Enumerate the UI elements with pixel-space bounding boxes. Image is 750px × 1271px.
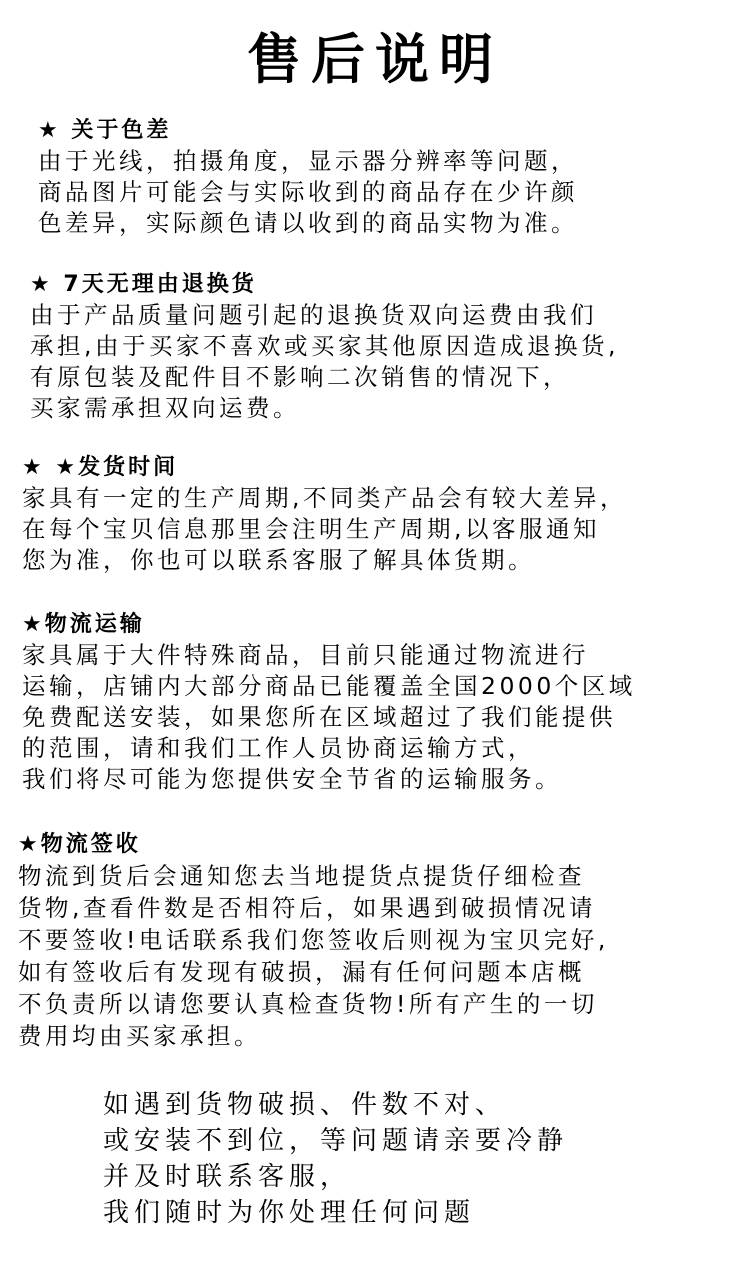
section-text-line: 在每个宝贝信息那里会注明生产周期,以客服通知 bbox=[22, 515, 600, 543]
section-text-line: 商品图片可能会与实际收到的商品存在少许颜 bbox=[38, 178, 578, 206]
section-text-line: 家具属于大件特殊商品，目前只能通过物流进行 bbox=[22, 641, 589, 669]
section-text-line: 由于光线，拍摄角度，显示器分辨率等问题， bbox=[38, 147, 578, 175]
section-heading: ★ ★发货时间 bbox=[22, 455, 179, 480]
section-text-line: 承担,由于买家不喜欢或买家其他原因造成退换货, bbox=[30, 332, 619, 360]
section-text-line: 免费配送安装，如果您所在区域超过了我们能提供 bbox=[22, 703, 616, 731]
closing-line: 我们随时为你处理任何问题 bbox=[103, 1198, 476, 1228]
section-shipping-time bbox=[22, 453, 627, 576]
section-text-line: 不要签收!电话联系我们您签收后则视为宝贝完好, bbox=[18, 926, 609, 954]
section-color-difference bbox=[38, 116, 578, 239]
section-text-line: 家具有一定的生产周期,不同类产品会有较大差异， bbox=[22, 484, 627, 512]
section-text-line: 有原包装及配件目不影响二次销售的情况下， bbox=[30, 363, 570, 391]
section-text-line: 买家需承担双向运费。 bbox=[30, 394, 300, 422]
section-logistics-transport bbox=[22, 610, 636, 795]
closing-line: 并及时联系客服， bbox=[103, 1162, 352, 1192]
section-text-line: 货物,查看件数是否相符后，如果遇到破损情况请 bbox=[18, 894, 596, 922]
section-seven-day-return bbox=[30, 270, 619, 424]
section-delivery-signing bbox=[18, 830, 609, 1052]
section-text-line: 如有签收后有发现有破损，漏有任何问题本店概 bbox=[18, 958, 585, 986]
section-text-line: 物流到货后会通知您去当地提货点提货仔细检查 bbox=[18, 862, 585, 890]
section-heading: ★ 7天无理由退换货 bbox=[30, 272, 257, 297]
closing-note bbox=[103, 1087, 568, 1231]
section-text-line: 费用均由买家承担。 bbox=[18, 1022, 261, 1050]
section-text-line: 运输，店铺内大部分商品已能覆盖全国2000个区域 bbox=[22, 672, 636, 700]
section-heading: ★物流签收 bbox=[18, 832, 141, 857]
section-text-line: 不负责所以请您要认真检查货物!所有产生的一切 bbox=[18, 990, 598, 1018]
section-text-line: 我们将尽可能为您提供安全节省的运输服务。 bbox=[22, 765, 562, 793]
section-text-line: 的范围，请和我们工作人员协商运输方式， bbox=[22, 734, 535, 762]
closing-line: 或安装不到位，等问题请亲要冷静 bbox=[103, 1126, 569, 1156]
closing-line: 如遇到货物破损、件数不对、 bbox=[103, 1090, 507, 1120]
section-text-line: 您为准，你也可以联系客服了解具体货期。 bbox=[22, 546, 535, 574]
section-heading: ★物流运输 bbox=[22, 612, 145, 637]
page-title: 售后说明 bbox=[247, 28, 503, 91]
section-text-line: 由于产品质量问题引起的退换货双向运费由我们 bbox=[30, 301, 597, 329]
section-text-line: 色差异，实际颜色请以收到的商品实物为准。 bbox=[38, 209, 578, 237]
section-heading: ★ 关于色差 bbox=[38, 118, 172, 143]
